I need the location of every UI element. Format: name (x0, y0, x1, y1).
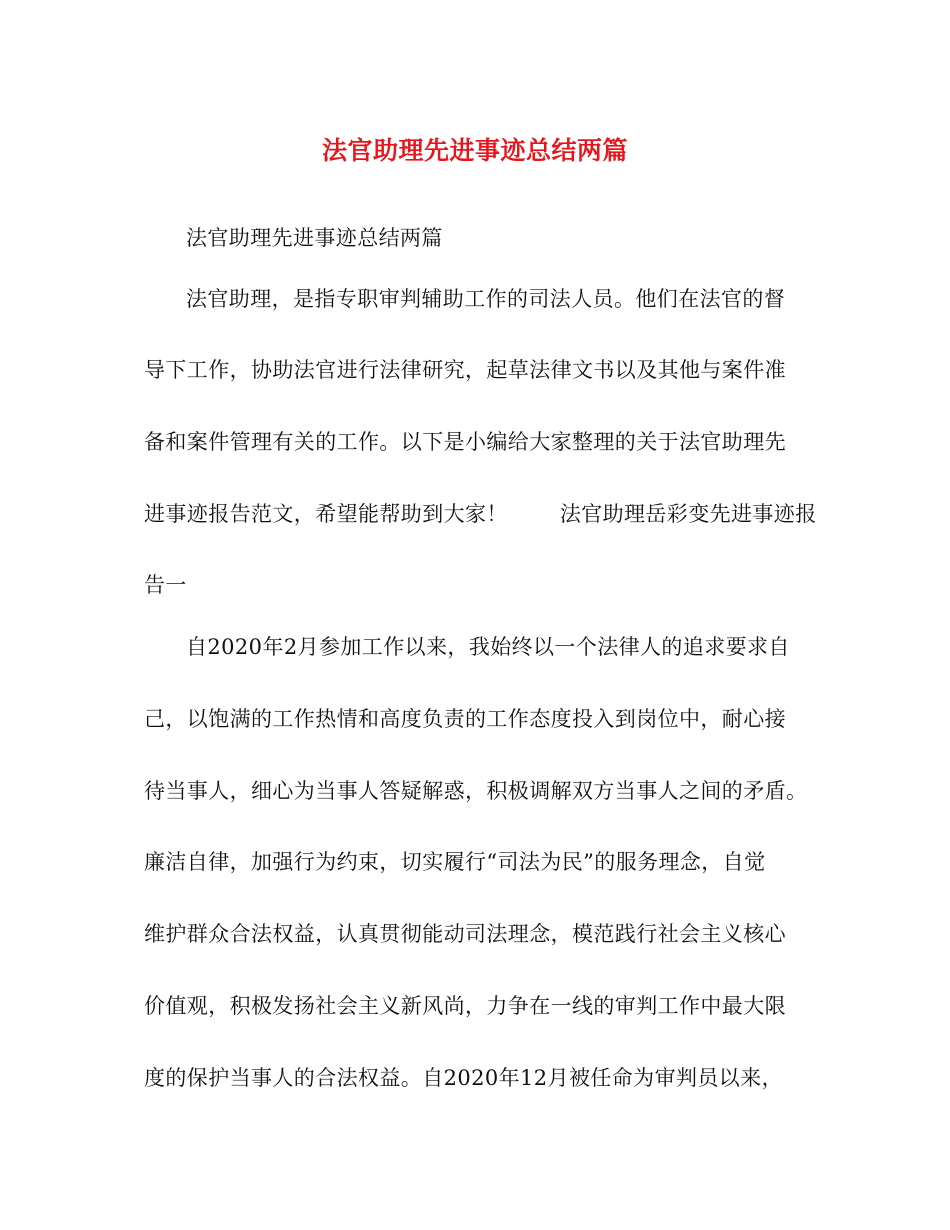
body-line-3: 备和案件管理有关的工作。以下是小编给大家整理的关于法官助理先 (144, 430, 786, 454)
body-line-5: 告一 (144, 573, 187, 597)
subtitle-line: 法官助理先进事迹总结两篇 (186, 226, 443, 250)
body-line-10: 维护群众合法权益，认真贯彻能动司法理念，模范践行社会主义核心 (144, 922, 786, 946)
body-line-4 (144, 498, 824, 530)
body-line-7: 己，以饱满的工作热情和高度负责的工作态度投入到岗位中，耐心接 (144, 707, 786, 731)
body-line-4-text: 进事迹报告范文，希望能帮助到大家！ (144, 502, 508, 526)
body-line-9: 廉洁自律，加强行为约束，切实履行“司法为民”的服务理念，自觉 (144, 850, 766, 874)
body-line-11: 价值观，积极发扬社会主义新风尚，力争在一线的审判工作中最大限 (144, 994, 786, 1018)
body-line-8: 待当事人，细心为当事人答疑解惑，积极调解双方当事人之间的矛盾。 (144, 779, 808, 803)
body-line-1: 法官助理，是指专职审判辅助工作的司法人员。他们在法官的督 (186, 287, 786, 311)
body-line-2: 导下工作，协助法官进行法律研究，起草法律文书以及其他与案件准 (144, 358, 786, 382)
body-line-4-heading: 法官助理岳彩变先进事迹报 (559, 502, 817, 526)
body-line-6: 自2020年2月参加工作以来，我始终以一个法律人的追求要求自 (186, 635, 790, 659)
document-title: 法官助理先进事迹总结两篇 (321, 136, 628, 165)
body-line-12: 度的保护当事人的合法权益。自2020年12月被任命为审判员以来， (144, 1066, 783, 1090)
